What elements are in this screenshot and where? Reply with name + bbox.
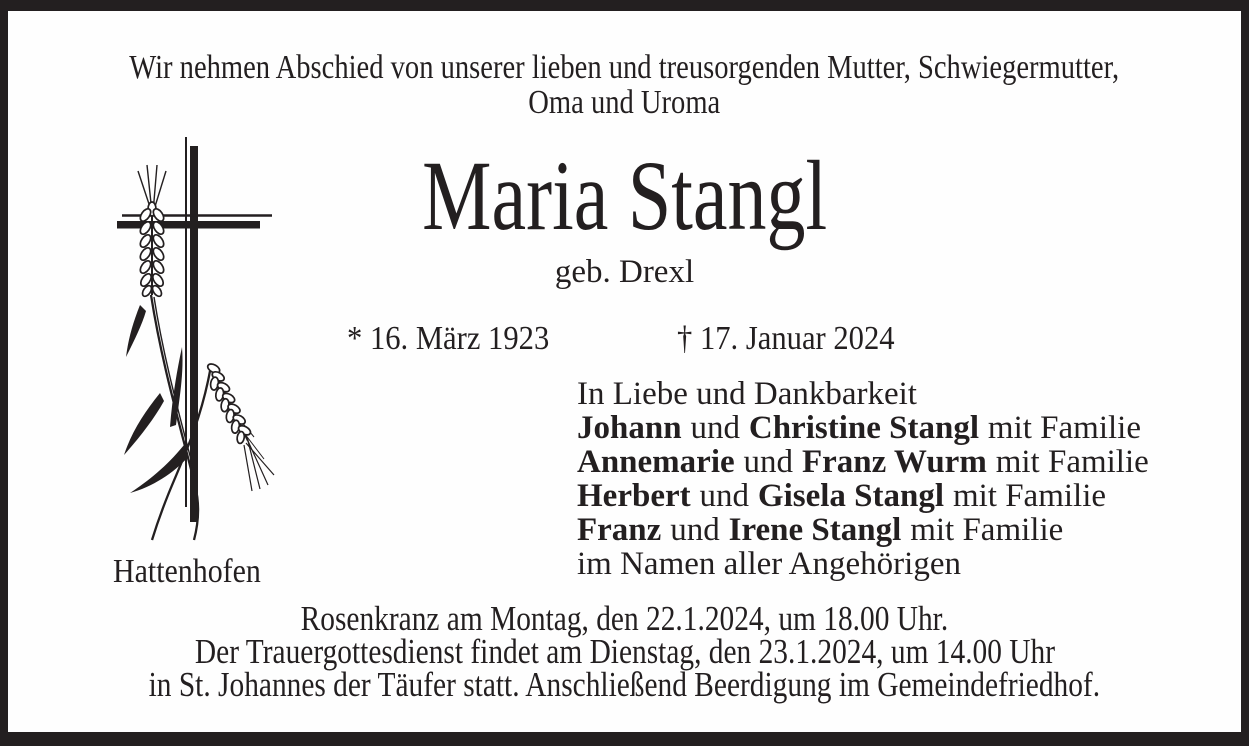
schedule-line-3: in St. Johannes der Täufer statt. Anschließend Beerdigung im Gemeindefriedhof.	[148, 665, 1101, 704]
closing-line: im Namen aller Angehörigen	[577, 546, 961, 582]
intro-line-1: Wir nehmen Abschied von unserer lieben und treusorgenden Mutter, Schwiegermutter,	[129, 49, 1120, 86]
intro-block	[8, 50, 1241, 120]
mourner-name: Christine Stangl	[748, 410, 979, 446]
mourner-name: Herbert	[577, 478, 691, 514]
place-name: Hattenhofen	[113, 553, 261, 590]
condolence-line: In Liebe und Dankbarkeit	[577, 376, 917, 412]
intro-line-2: Oma und Uroma	[528, 84, 721, 121]
deceased-name: Maria Stangl	[421, 140, 828, 251]
mourner-line: Johann und Christine Stangl mit Familie	[577, 410, 1141, 446]
mourner-name: Annemarie	[577, 444, 735, 480]
mourner-name: Gisela Stangl	[757, 478, 945, 514]
mourner-name: Irene Stangl	[728, 512, 902, 548]
mourner-name: Johann	[577, 410, 682, 446]
funeral-schedule	[8, 599, 1241, 704]
schedule-line-1: Rosenkranz am Montag, den 22.1.2024, um 18.00 Uhr.	[300, 599, 949, 638]
wheat-head-drooping	[206, 362, 274, 491]
mourner-line: Franz und Irene Stangl mit Familie	[577, 512, 1064, 548]
mourner-line: Herbert und Gisela Stangl mit Familie	[577, 478, 1107, 514]
mourner-name: Franz	[577, 512, 662, 548]
maiden-name: geb. Drexl	[554, 254, 695, 290]
schedule-line-2: Der Trauergottesdienst findet am Dienstag, den 23.1.2024, um 14.00 Uhr	[194, 632, 1055, 671]
death-date: † 17. Januar 2024	[677, 320, 895, 357]
mourners-block	[577, 377, 1149, 581]
mourner-name: Franz Wurm	[801, 444, 987, 480]
mourner-line: Annemarie und Franz Wurm mit Familie	[577, 444, 1149, 480]
birth-date: * 16. März 1923	[347, 320, 550, 357]
